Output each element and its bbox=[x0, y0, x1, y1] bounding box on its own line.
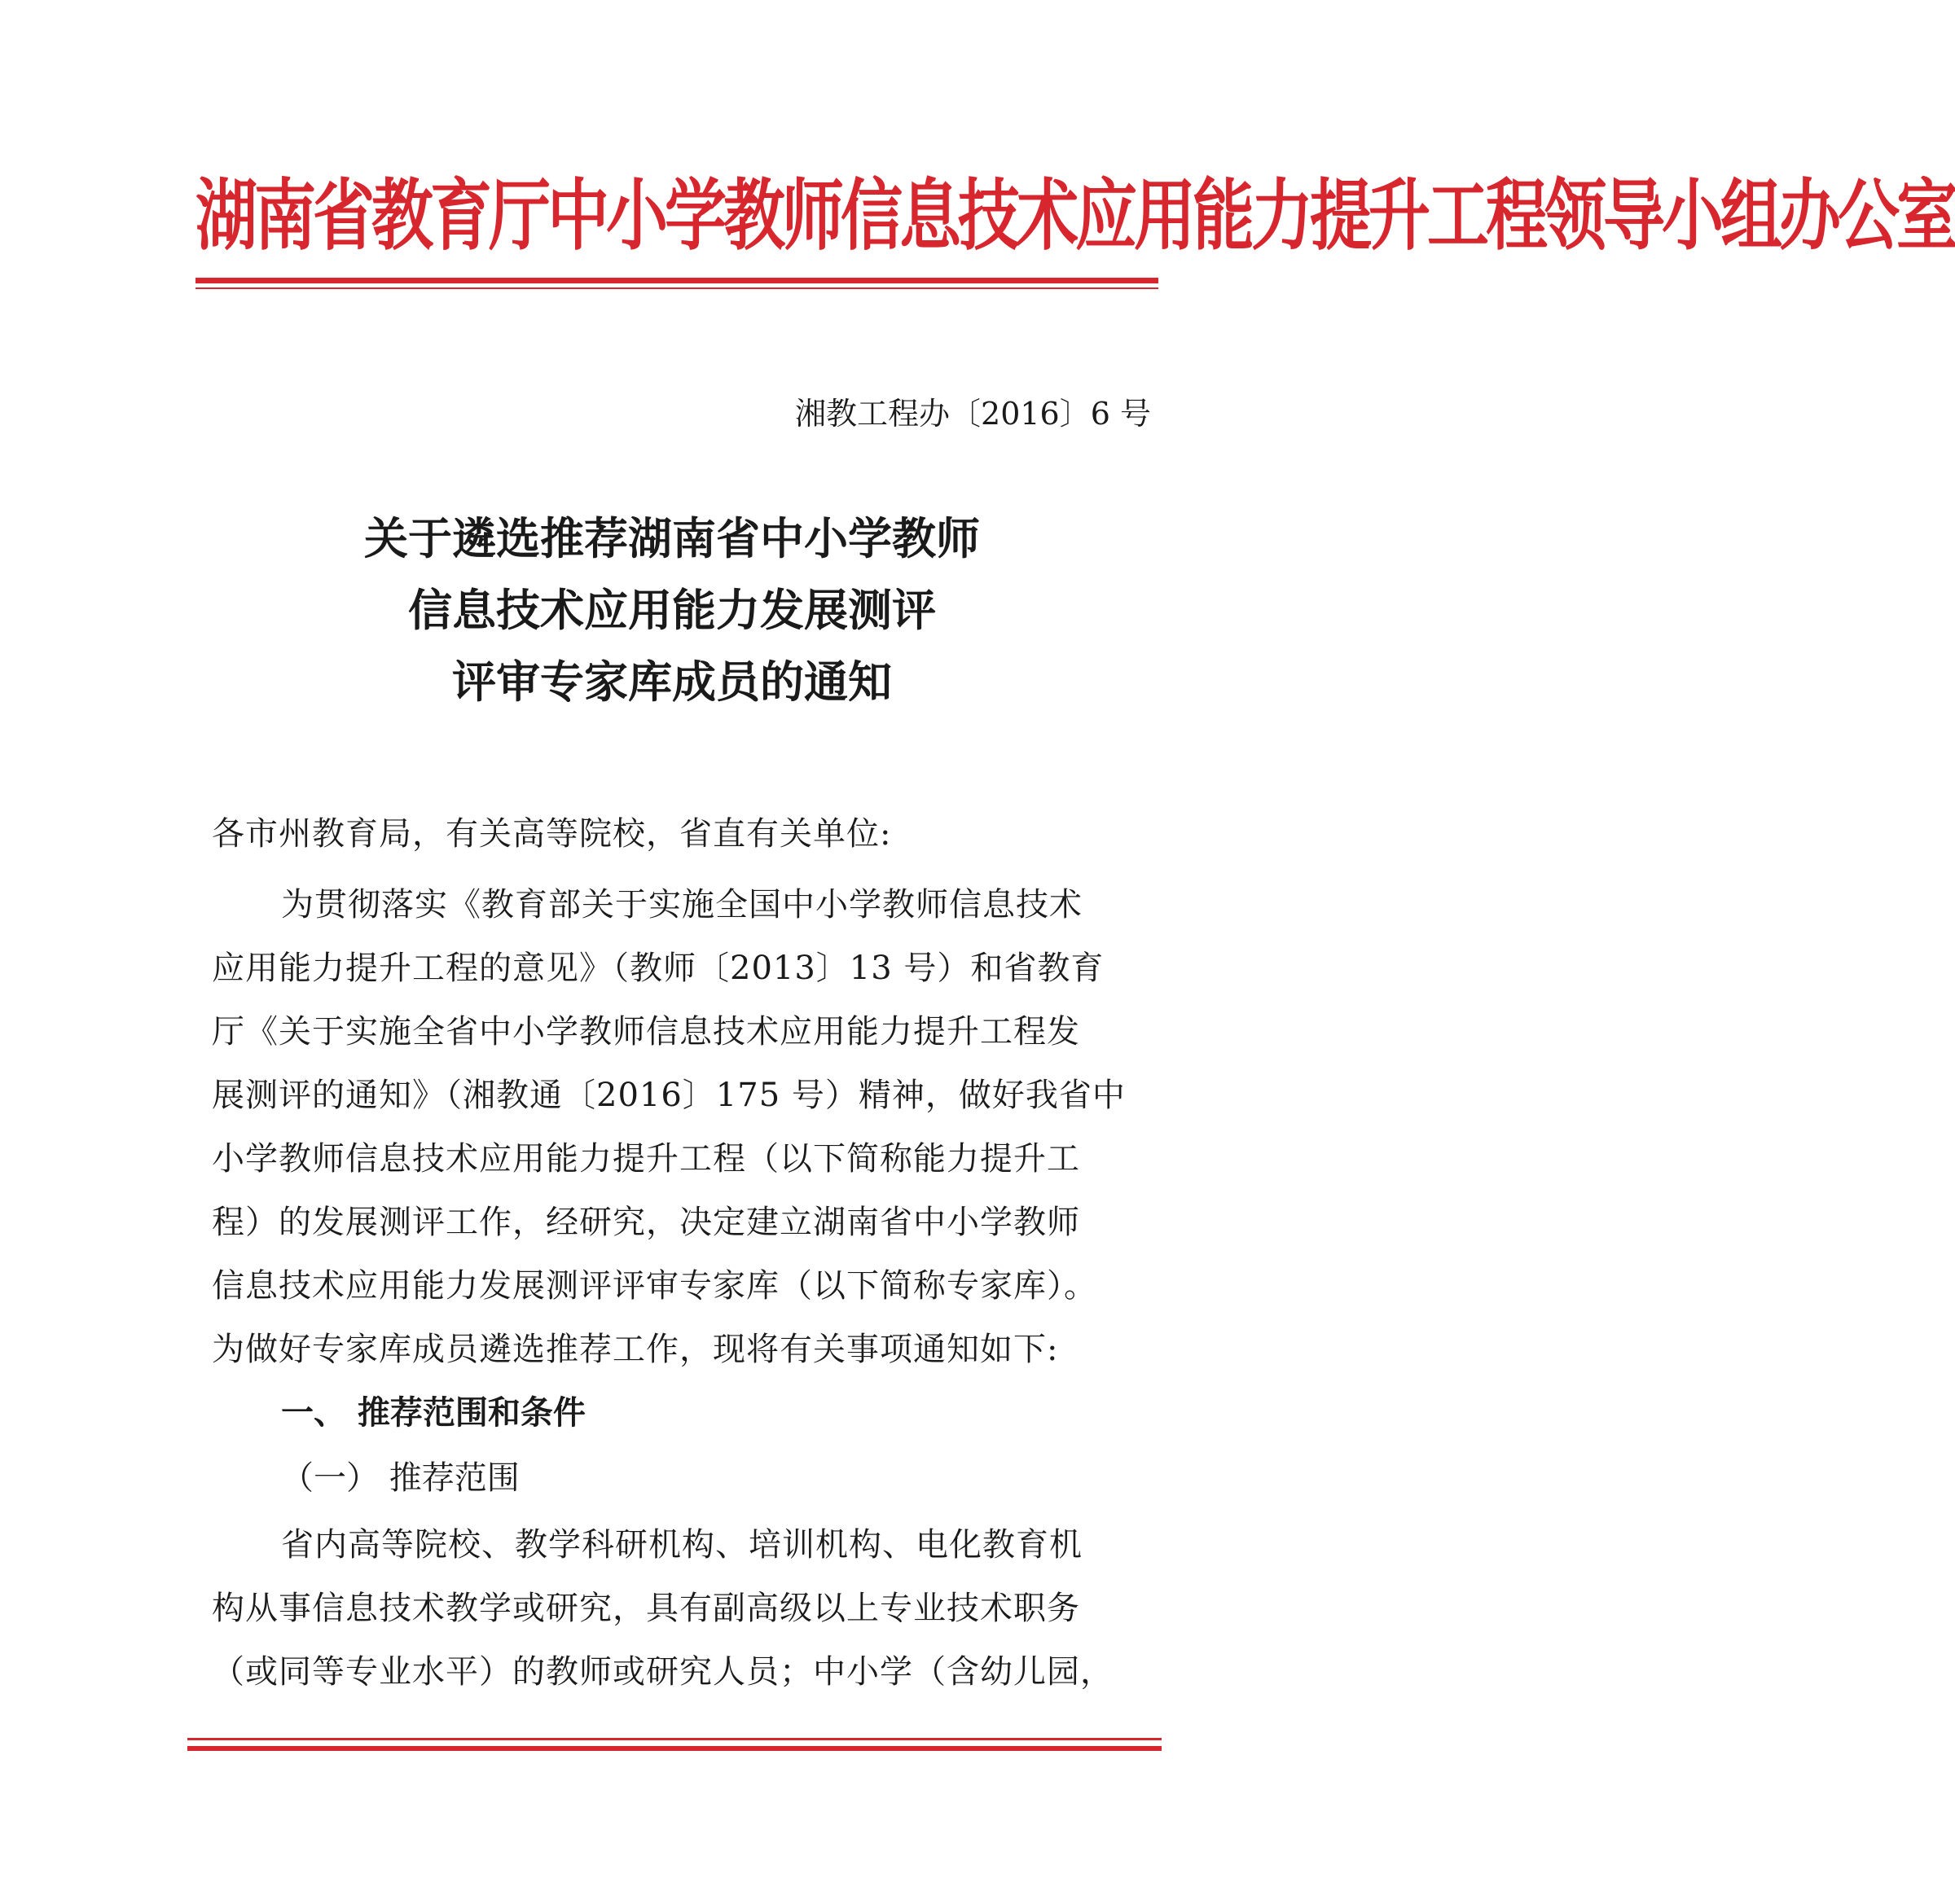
document-title-line-1: 关于遴选推荐湖南省中小学教师 bbox=[364, 513, 980, 564]
paragraph-1-line-2: 应用能力提升工程的意见》（教师〔2013〕13 号）和省教育 bbox=[212, 950, 1105, 987]
addressee: 各市州教育局，有关高等院校，省直有关单位: bbox=[212, 815, 892, 853]
paragraph-1-line-6: 程）的发展测评工作，经研究，决定建立湖南省中小学教师 bbox=[212, 1204, 1080, 1241]
document-title-line-3: 评审专家库成员的通知 bbox=[452, 656, 892, 708]
paragraph-1-line-5: 小学教师信息技术应用能力提升工程（以下简称能力提升工 bbox=[212, 1140, 1080, 1178]
paragraph-1-line-8: 为做好专家库成员遴选推荐工作，现将有关事项通知如下: bbox=[212, 1331, 1059, 1368]
paragraph-1-line-1: 为贯彻落实《教育部关于实施全国中小学教师信息技术 bbox=[281, 886, 1083, 923]
letterhead-rule-thick bbox=[196, 278, 1158, 283]
footer-rule-bottom bbox=[187, 1746, 1162, 1751]
paragraph-1-line-7: 信息技术应用能力发展测评评审专家库（以下简称专家库）。 bbox=[212, 1267, 1097, 1305]
section-1-heading: 一、 推荐范围和条件 bbox=[281, 1394, 586, 1432]
paragraph-2-line-3: （或同等专业水平）的教师或研究人员；中小学（含幼儿园， bbox=[212, 1653, 1114, 1691]
paragraph-1-line-4: 展测评的通知》（湘教通〔2016〕175 号）精神，做好我省中 bbox=[212, 1077, 1126, 1114]
paragraph-2-line-2: 构从事信息技术教学或研究，具有副高级以上专业技术职务 bbox=[212, 1590, 1080, 1627]
letterhead-title: 湖南省教育厅中小学教师信息技术应用能力提升工程领导小组办公室 bbox=[196, 169, 1955, 261]
subsection-1-heading: （一） 推荐范围 bbox=[281, 1459, 520, 1497]
footer-rule-top bbox=[187, 1738, 1162, 1740]
letterhead-rule-thin bbox=[196, 287, 1158, 289]
document-number: 湘教工程办〔2016〕6 号 bbox=[795, 396, 1151, 432]
paragraph-2-line-1: 省内高等院校、教学科研机构、培训机构、电化教育机 bbox=[281, 1526, 1083, 1564]
document-title-line-2: 信息技术应用能力发展测评 bbox=[408, 585, 936, 636]
paragraph-1-line-3: 厅《关于实施全省中小学教师信息技术应用能力提升工程发 bbox=[212, 1013, 1080, 1051]
